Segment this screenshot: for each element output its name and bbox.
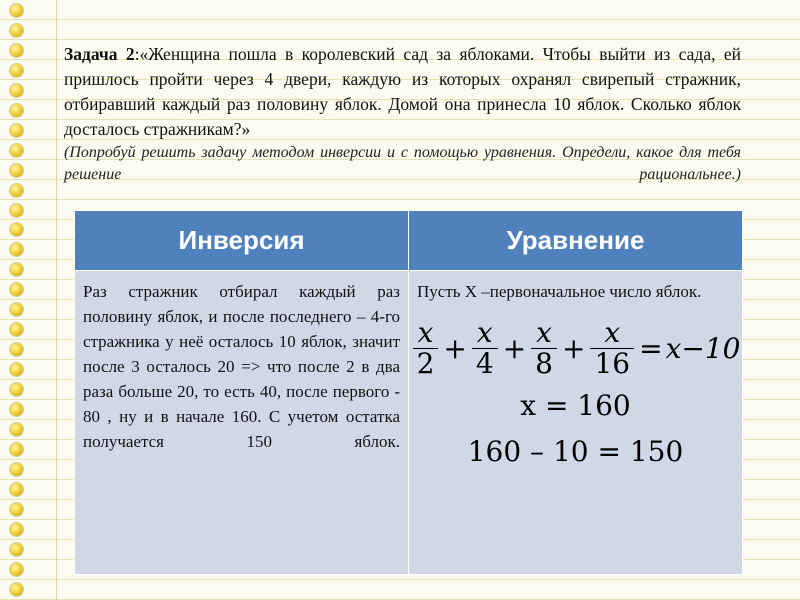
binding-ring [10, 563, 23, 576]
header-inversion: Инверсия [75, 211, 409, 271]
fraction [472, 318, 498, 379]
binding-ring [10, 164, 23, 177]
fraction [590, 318, 634, 379]
binding-ring [10, 84, 23, 97]
table-header-row [75, 211, 743, 271]
equation-rhs: x−10 [665, 332, 741, 365]
binding-ring [10, 24, 23, 37]
fraction-denominator: 8 [531, 348, 557, 379]
task-text: :«Женщина пошла в королевский сад за яблоками. Чтобы выйти из сада, ей пришлось пройти через 4 двери, каждую из которых охранял свирепый стражник, отбиравший каждый раз половину яблок. Домой она принесла 10 яблок. Сколько яблок досталось стражникам?» [64, 44, 741, 139]
fraction [531, 318, 557, 379]
fraction-denominator: 2 [413, 348, 439, 379]
binding-ring [10, 144, 23, 157]
binding-ring [10, 523, 23, 536]
equation-answer: 160 – 10 = 150 [467, 435, 684, 468]
binding-ring [10, 483, 23, 496]
fraction-numerator: x [536, 316, 552, 349]
binding-ring [10, 4, 23, 17]
fraction-denominator: 16 [590, 348, 634, 379]
binding-ring [10, 363, 23, 376]
binding-ring [10, 124, 23, 137]
binding-ring [10, 223, 23, 236]
fraction-numerator: x [476, 316, 493, 349]
fraction [413, 318, 439, 379]
equation-solution: x = 160 [520, 389, 631, 422]
binding-ring [10, 263, 23, 276]
binding-ring [10, 184, 23, 197]
notebook-margin-line [56, 0, 57, 600]
binding-ring [10, 204, 23, 217]
header-equation: Уравнение [409, 211, 743, 271]
inversion-text: Раз стражник отбирал каждый раз половину яблок, и после последнего – 4-го стражника у неё осталось 10 яблок, значит после 3 осталось 20 => что после 2 в два раза больше 20, то есть 40, после первого - 80 , ну и в начале 160. С учетом остатка получается 150 яблок. [83, 282, 400, 451]
binding-ring [10, 443, 23, 456]
task-hint: (Попробуй решить задачу методом инверсии и с помощью уравнения. Определи, какое для тебя решение рациональнее.) [64, 144, 741, 183]
table-row [75, 271, 743, 575]
binding-ring [10, 303, 23, 316]
inversion-cell [75, 271, 409, 575]
binding-ring [10, 423, 23, 436]
binding-ring [10, 383, 23, 396]
solutions-table [74, 210, 743, 575]
notebook-binding [6, 4, 26, 596]
binding-ring [10, 543, 23, 556]
equation-intro: Пусть Х –первоначальное число яблок. [417, 282, 702, 301]
plus-sign: + [443, 332, 467, 365]
plus-sign: + [502, 332, 527, 365]
equation-cell [409, 271, 743, 575]
binding-ring [10, 243, 23, 256]
binding-ring [10, 463, 23, 476]
binding-ring [10, 104, 23, 117]
binding-ring [10, 343, 23, 356]
equals-sign: = [639, 332, 663, 365]
binding-ring [10, 503, 23, 516]
plus-sign: + [561, 332, 586, 365]
binding-ring [10, 403, 23, 416]
binding-ring [10, 583, 23, 596]
fraction-numerator: x [417, 316, 434, 349]
binding-ring [10, 64, 23, 77]
task-statement [64, 42, 741, 186]
fraction-denominator: 4 [472, 348, 498, 379]
binding-ring [10, 44, 23, 57]
task-label: Задача 2 [64, 44, 135, 64]
fraction-numerator: x [604, 316, 621, 349]
equation-formula [416, 316, 741, 380]
binding-ring [10, 323, 23, 336]
binding-ring [10, 283, 23, 296]
